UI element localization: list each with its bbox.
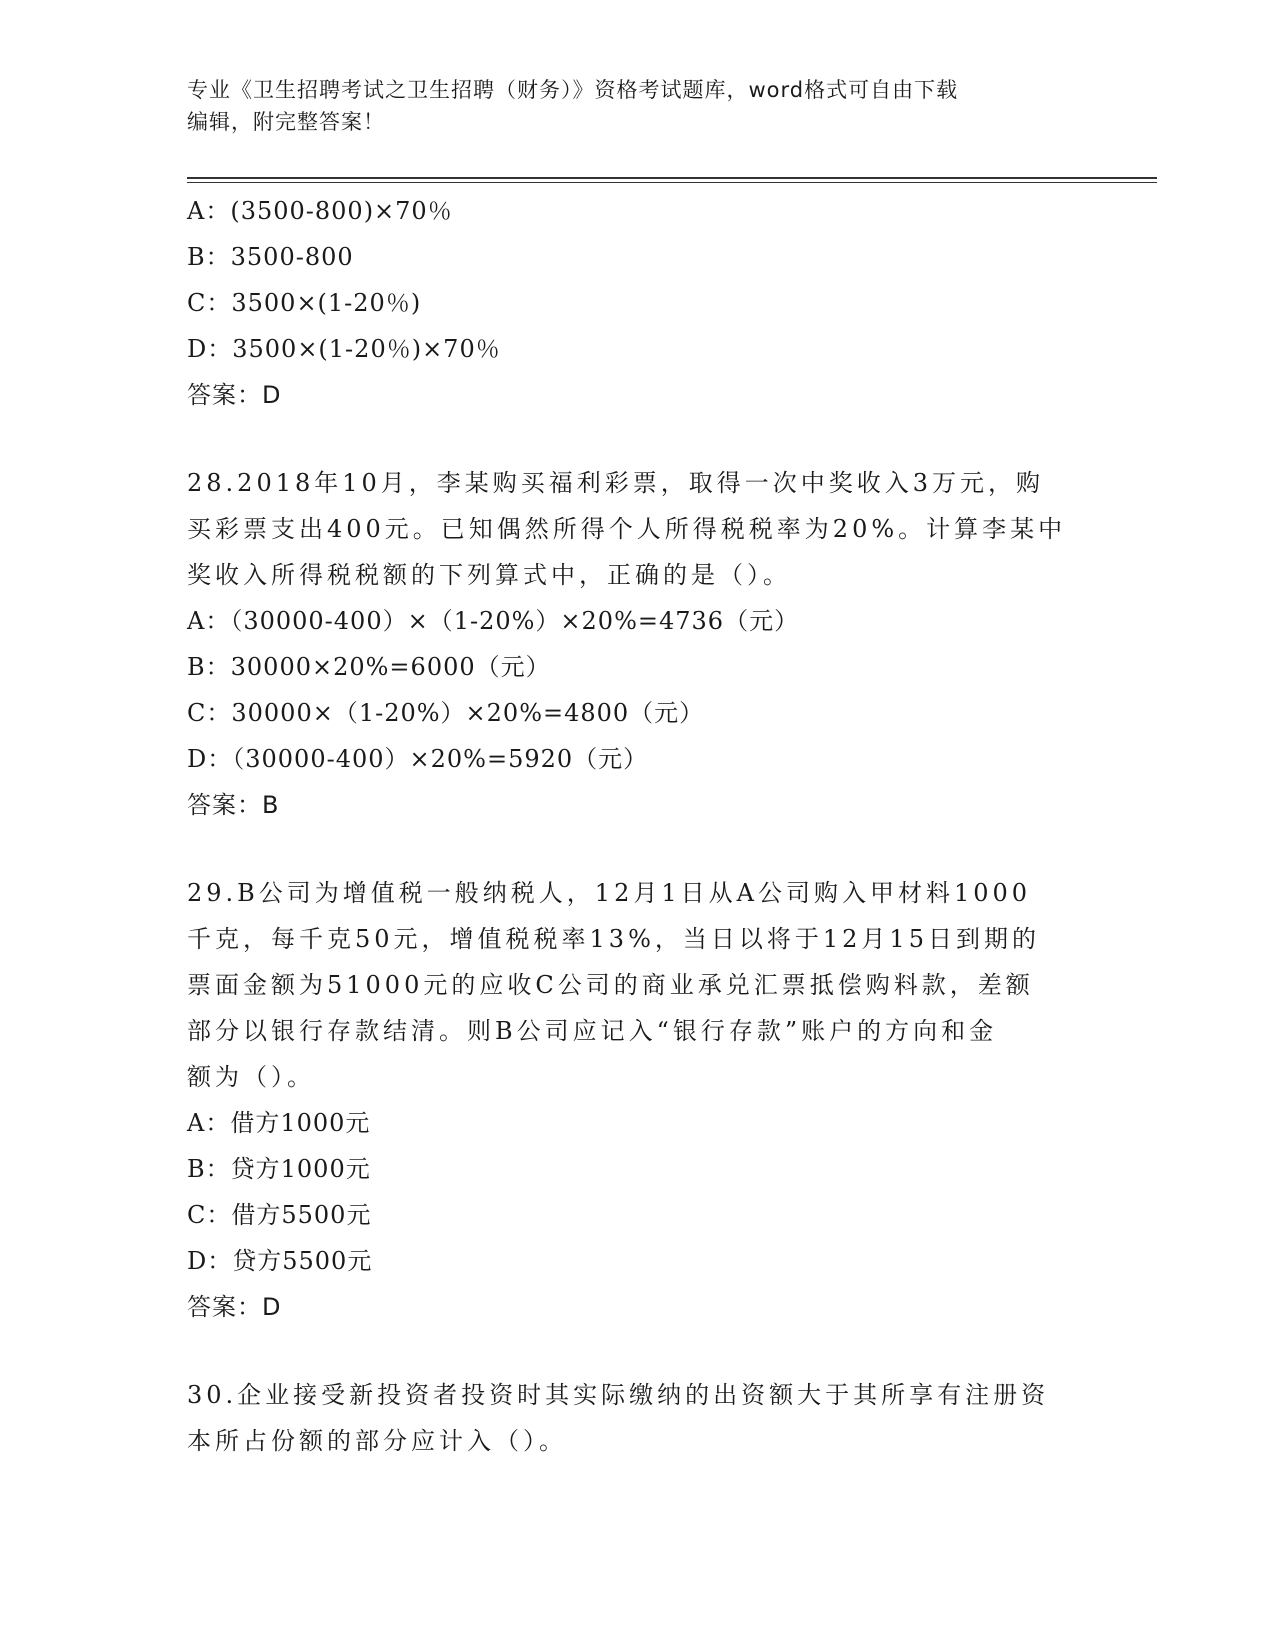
question-stem-line: 千克，每千克50元，增值税税率13%，当日以将于12月15日到期的 [187, 925, 1040, 953]
document-header [187, 74, 1087, 138]
option-c: C：30000×（1-20%）×20%=4800（元） [187, 699, 705, 727]
option-c: C：借方5500元 [187, 1201, 372, 1229]
question-29 [187, 870, 1087, 1330]
header-divider-thick [187, 177, 1157, 179]
option-a: A：借方1000元 [187, 1109, 371, 1137]
question-list [187, 188, 1087, 1464]
question-27 [187, 188, 1087, 418]
question-stem-line: 额为（）。 [187, 1063, 315, 1091]
option-b: B：贷方1000元 [187, 1155, 371, 1183]
question-stem-line: 部分以银行存款结清。则B公司应记入“银行存款”账户的方向和金 [187, 1017, 998, 1045]
option-a: A：(3500-800)×70％ [187, 197, 453, 225]
header-divider-thin [187, 182, 1157, 183]
question-stem-line: 本所占份额的部分应计入（）。 [187, 1427, 567, 1455]
option-d: D：3500×(1-20％)×70％ [187, 335, 501, 363]
option-c: C：3500×(1-20％) [187, 289, 422, 317]
option-d: D：贷方5500元 [187, 1247, 373, 1275]
answer-line: 答案：D [187, 381, 282, 409]
question-stem-line: 买彩票支出400元。已知偶然所得个人所得税税率为20%。计算李某中 [187, 515, 1067, 543]
option-b: B：3500-800 [187, 243, 354, 271]
question-28 [187, 460, 1087, 828]
answer-line: 答案：D [187, 1293, 282, 1321]
option-b: B：30000×20%=6000（元） [187, 653, 551, 681]
question-stem-line: 奖收入所得税税额的下列算式中，正确的是（）。 [187, 561, 791, 589]
option-d: D：（30000-400）×20%=5920（元） [187, 745, 649, 773]
header-line-2: 编辑，附完整答案！ [187, 110, 385, 134]
answer-line: 答案：B [187, 791, 280, 819]
question-stem-line: 30.企业接受新投资者投资时其实际缴纳的出资额大于其所享有注册资 [187, 1381, 1050, 1409]
question-stem-line: 票面金额为51000元的应收C公司的商业承兑汇票抵偿购料款，差额 [187, 971, 1034, 999]
question-stem-line: 28.2018年10月，李某购买福利彩票，取得一次中奖收入3万元，购 [187, 469, 1045, 497]
header-line-1: 专业《卫生招聘考试之卫生招聘（财务）》资格考试题库，word格式可自由下载 [187, 78, 959, 102]
question-stem-line: 29.B公司为增值税一般纳税人，12月1日从A公司购入甲材料1000 [187, 879, 1032, 907]
question-30 [187, 1372, 1087, 1464]
option-a: A：（30000-400）×（1-20%）×20%=4736（元） [187, 607, 800, 635]
